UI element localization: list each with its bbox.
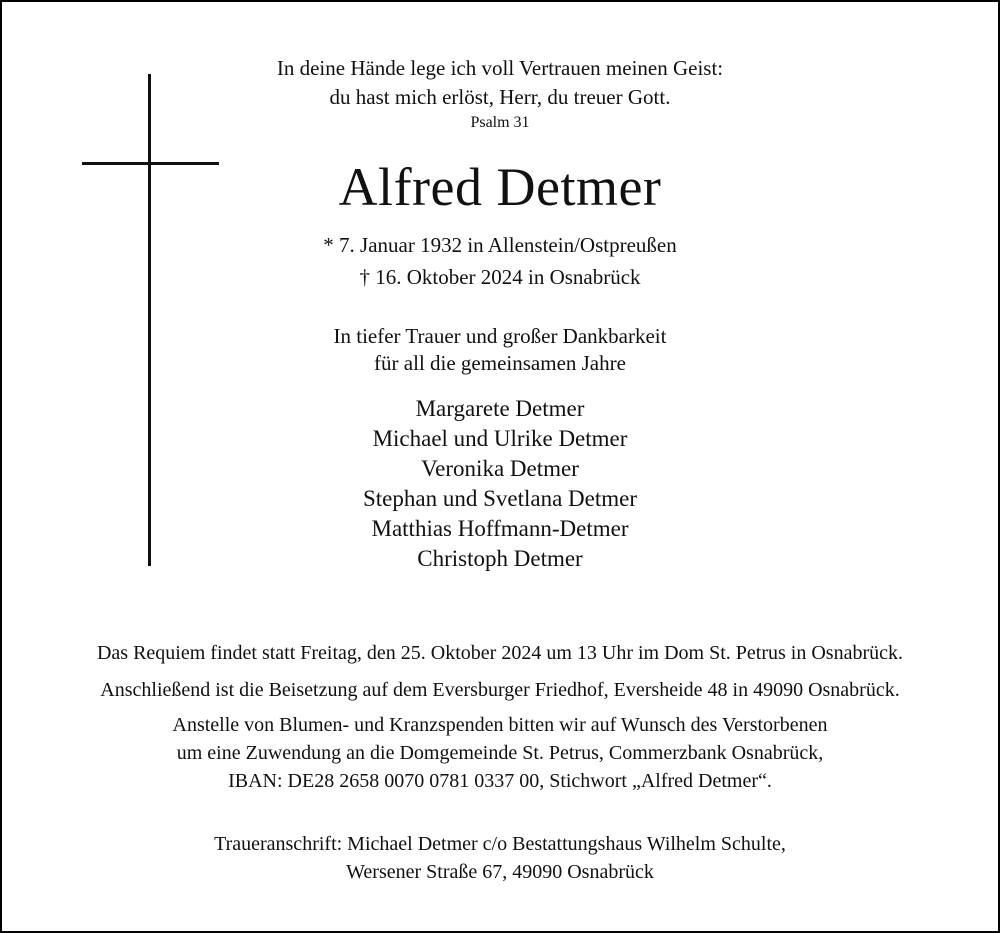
deceased-name: Alfred Detmer (338, 157, 662, 217)
verse-line-2: du hast mich erlöst, Herr, du treuer Gott. (329, 85, 671, 109)
address-line-1: Traueranschrift: Michael Detmer c/o Bestattungshaus Wilhelm Schulte, (214, 833, 786, 855)
mourning-line-2: für all die gemeinsamen Jahre (374, 351, 626, 375)
family-member: Veronika Detmer (421, 456, 579, 481)
verse-source: Psalm 31 (470, 114, 530, 131)
birth-line: * 7. Januar 1932 in Allenstein/Ostpreußen (323, 233, 677, 257)
family-member: Matthias Hoffmann-Detmer (371, 516, 629, 541)
family-member: Margarete Detmer (415, 396, 585, 421)
address-line-2: Wersener Straße 67, 49090 Osnabrück (346, 861, 654, 883)
death-line: † 16. Oktober 2024 in Osnabrück (359, 265, 641, 289)
family-member: Michael und Ulrike Detmer (372, 426, 628, 451)
donation-line-1: Anstelle von Blumen- und Kranzspenden bitten wir auf Wunsch des Verstorbenen (172, 714, 828, 736)
donation-line-2: um eine Zuwendung an die Domgemeinde St. Petrus, Commerzbank Osnabrück, (176, 742, 824, 764)
requiem-info: Das Requiem findet statt Freitag, den 25. Oktober 2024 um 13 Uhr im Dom St. Petrus in Osnabrück. (96, 642, 903, 664)
family-member: Christoph Detmer (417, 546, 583, 571)
family-member: Stephan und Svetlana Detmer (362, 486, 637, 511)
verse-line-1: In deine Hände lege ich voll Vertrauen meinen Geist: (276, 56, 724, 80)
burial-info: Anschließend ist die Beisetzung auf dem Eversburger Friedhof, Eversheide 48 in 49090 Osnabrück. (100, 679, 900, 701)
donation-line-3: IBAN: DE28 2658 0070 0781 0337 00, Stichwort „Alfred Detmer“. (228, 770, 772, 792)
mourning-line-1: In tiefer Trauer und großer Dankbarkeit (333, 324, 667, 348)
